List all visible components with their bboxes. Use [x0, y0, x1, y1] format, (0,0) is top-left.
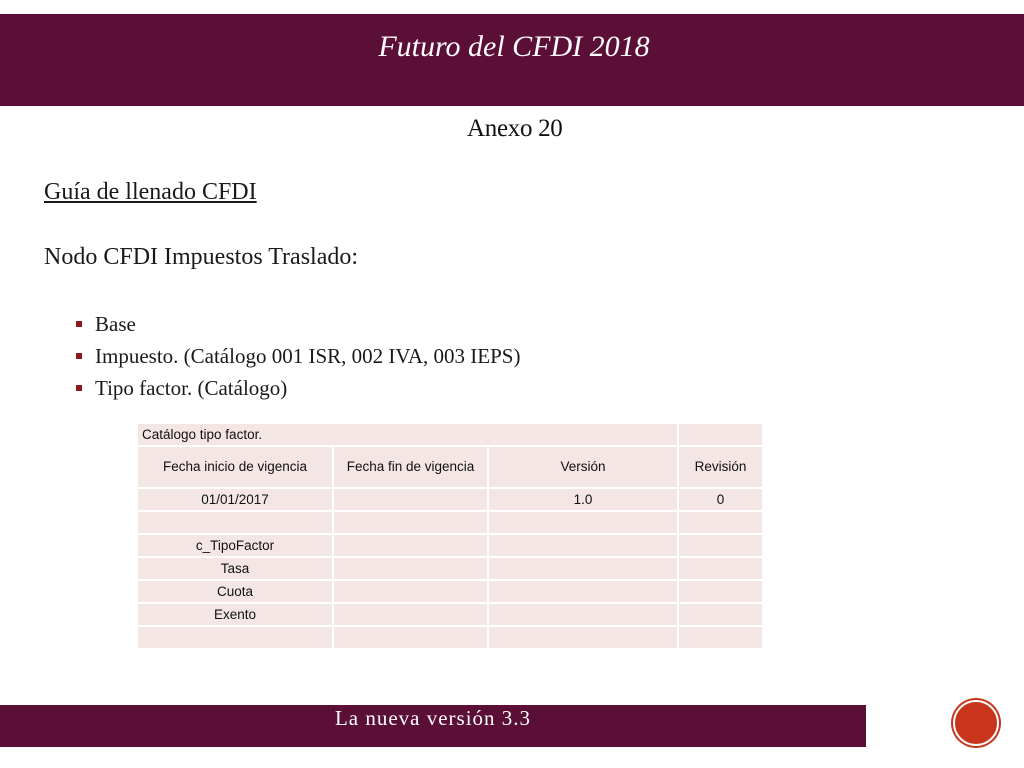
column-header: Versión: [488, 446, 678, 488]
table-cell: Exento: [137, 603, 333, 626]
table-caption: Catálogo tipo factor.: [137, 423, 678, 446]
column-header: Fecha inicio de vigencia: [137, 446, 333, 488]
table-row: [137, 580, 763, 603]
table-cell: 1.0: [488, 488, 678, 511]
table-cell: c_TipoFactor: [137, 534, 333, 557]
table-cell: [678, 511, 763, 534]
table-cell: [488, 603, 678, 626]
table-cell: [333, 557, 488, 580]
table-cell: 01/01/2017: [137, 488, 333, 511]
table-cell: [488, 511, 678, 534]
column-header: Revisión: [678, 446, 763, 488]
table-cell: [333, 511, 488, 534]
square-bullet-icon: [76, 353, 82, 359]
table-cell: [678, 557, 763, 580]
table-cell: [678, 603, 763, 626]
table-cell: [333, 626, 488, 649]
table-cell: [678, 626, 763, 649]
bullet-text: Impuesto. (Catálogo 001 ISR, 002 IVA, 003 IEPS): [95, 344, 521, 368]
table-row: [137, 557, 763, 580]
table-cell: Tasa: [137, 557, 333, 580]
table-cell: [137, 511, 333, 534]
column-header: Fecha fin de vigencia: [333, 446, 488, 488]
footer-text: La nueva versión 3.3: [334, 706, 532, 730]
table-row: [137, 603, 763, 626]
bullet-list: [76, 308, 520, 404]
bullet-text: Base: [95, 312, 136, 336]
slide-badge-icon: [953, 700, 999, 746]
table-cell: [137, 626, 333, 649]
slide-title: Futuro del CFDI 2018: [378, 30, 650, 63]
table-row: [137, 488, 763, 511]
square-bullet-icon: [76, 321, 82, 327]
table-cell: [488, 534, 678, 557]
table-cell: [333, 603, 488, 626]
bullet-text: Tipo factor. (Catálogo): [95, 376, 288, 400]
table-cell: [678, 534, 763, 557]
table-cell: 0: [678, 488, 763, 511]
bullet-item: [76, 372, 520, 404]
table-cell: [333, 488, 488, 511]
table-cell: [678, 423, 763, 446]
table-row: [137, 626, 763, 649]
table-cell: [488, 557, 678, 580]
slide-subtitle: Anexo 20: [467, 115, 563, 142]
table-cell: [488, 626, 678, 649]
bullet-item: [76, 308, 520, 340]
guide-title: Guía de llenado CFDI: [44, 179, 257, 205]
table-cell: [488, 580, 678, 603]
table-cell: Cuota: [137, 580, 333, 603]
square-bullet-icon: [76, 385, 82, 391]
node-title: Nodo CFDI Impuestos Traslado:: [44, 244, 359, 270]
table-header-row: [137, 446, 763, 488]
table-cell: [333, 580, 488, 603]
table-row: [137, 511, 763, 534]
bullet-item: [76, 340, 520, 372]
table-row: [137, 534, 763, 557]
table-cell: [333, 534, 488, 557]
table-caption-row: [137, 423, 763, 446]
table-cell: [678, 580, 763, 603]
catalog-table: [136, 422, 764, 650]
